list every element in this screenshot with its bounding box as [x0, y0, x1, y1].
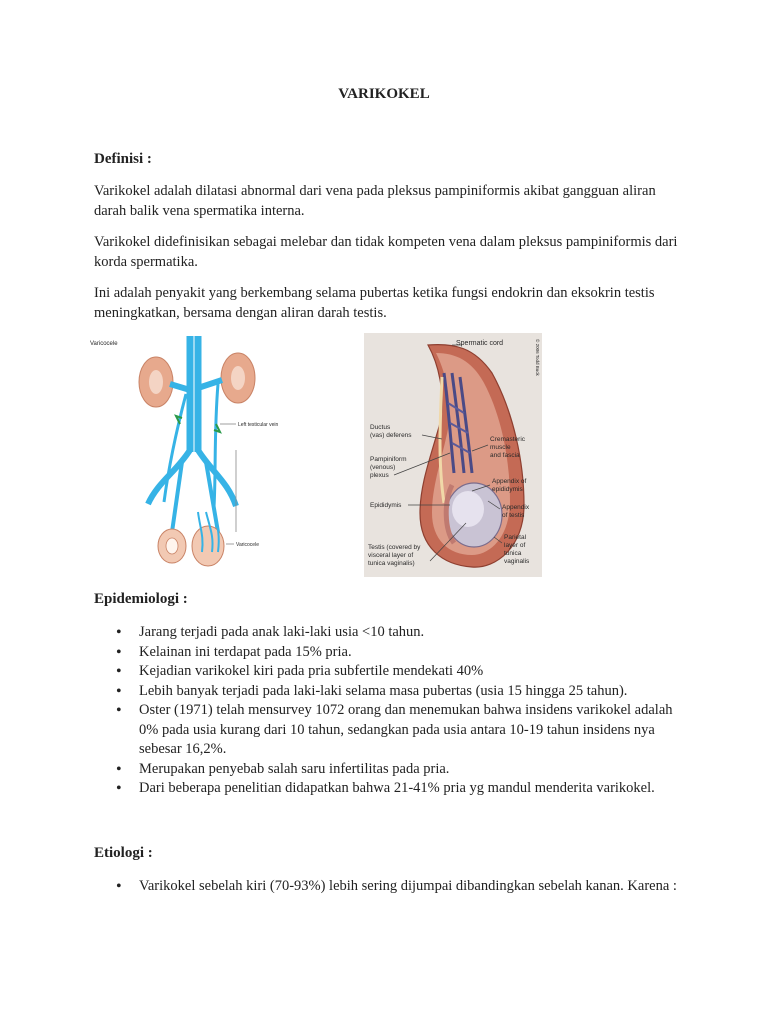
label-pamp-2: (venous) [370, 464, 396, 471]
definisi-paragraph-1: Varikokel adalah dilatasi abnormal dari vena pada pleksus pampiniformis akibat gangguan aliran darah balik vena spermatika interna. [94, 183, 656, 219]
figure-copyright: © 2006 Todd Buck [535, 339, 540, 376]
label-ductus-2: (vas) deferens [370, 432, 412, 439]
label-crem-1: Cremasteric [490, 436, 526, 443]
list-item: • Oster (1971) telah mensurvey 1072 orang dan menemukan bahwa insidens varikokel adalah 0% pada usia kurang dari 10 tahun, sedangkan pada usia antara 10-19 tahun insidens nya sebesar 16,2%. [94, 701, 684, 760]
testis-anatomy-figure [364, 333, 542, 577]
epidemiologi-heading: Epidemiologi : [94, 591, 188, 607]
label-pamp-3: plexus [370, 472, 389, 479]
etiologi-heading: Etiologi : [94, 845, 153, 861]
label-ductus-1: Ductus [370, 424, 391, 431]
right-testicular-vein [164, 394, 186, 502]
label-testis-3: tunica vaginalis) [368, 560, 415, 567]
figure-left-vein-label: Left testicular vein [238, 422, 279, 428]
etiologi-list [94, 877, 684, 897]
left-kidney-pelvis [231, 366, 245, 390]
definisi-paragraph-2: Varikokel didefinisikan sebagai melebar dan tidak kompeten vena dalam pleksus pampiniformis dari korda spermatika. [94, 234, 678, 270]
document-title: VARIKOKEL [338, 86, 430, 102]
list-item: • Kejadian varikokel kiri pada pria subfertile mendekati 40% [94, 662, 684, 682]
label-app-epi-2: epididymis [492, 486, 523, 493]
label-app-test-2: of testis [502, 512, 525, 519]
label-crem-2: muscle [490, 444, 511, 451]
label-parietal-3: tunica [504, 550, 522, 557]
label-testis-1: Testis (covered by [368, 544, 421, 551]
figure-left-varicocele-label: Varicocele [236, 542, 259, 548]
label-testis-2: visceral layer of [368, 552, 414, 559]
list-item: • Merupakan penyebab salah saru infertilitas pada pria. [94, 760, 684, 780]
list-item: • Jarang terjadi pada anak laki-laki usia <10 tahun. [94, 623, 684, 643]
testis-highlight [452, 491, 484, 527]
list-item: • Kelainan ini terdapat pada 15% pria. [94, 643, 684, 663]
testis-anatomy-drawing [364, 333, 542, 577]
label-epididymis: Epididymis [370, 502, 402, 509]
label-crem-3: and fascia [490, 452, 520, 459]
vena-cava [190, 336, 198, 452]
list-item: • Dari beberapa penelitian didapatkan bahwa 21-41% pria yg mandul menderita varikokel. [94, 779, 684, 799]
label-parietal-2: layer of [504, 542, 526, 549]
label-pamp-1: Pampiniform [370, 456, 407, 463]
definisi-paragraph-3: Ini adalah penyakit yang berkembang selama pubertas ketika fungsi endokrin dan eksokrin testis meningkatkan, bersama dengan aliran darah testis. [94, 285, 655, 321]
epidemiologi-list [94, 623, 684, 799]
list-item: • Varikokel sebelah kiri (70-93%) lebih sering dijumpai dibandingkan sebelah kanan. Karena : [94, 877, 684, 897]
label-app-epi-1: Appendix of [492, 478, 527, 485]
list-item: • Lebih banyak terjadi pada laki-laki selama masa pubertas (usia 15 hingga 25 tahun). [94, 682, 684, 702]
right-kidney-pelvis [149, 370, 163, 394]
right-testis-inner [166, 538, 178, 554]
label-spermatic-cord: Spermatic cord [456, 340, 504, 347]
lower-branches [172, 462, 218, 532]
figure-left-title: Varicocele [90, 341, 118, 347]
varicocele-anatomy-figure [86, 332, 282, 576]
label-app-test-1: Appendix [502, 504, 530, 511]
label-parietal-4: vaginalis [504, 558, 530, 565]
varicocele-anatomy-drawing [86, 332, 282, 576]
iliac-veins [148, 450, 236, 506]
flow-arrow-right [176, 416, 182, 424]
label-parietal-1: Parietal [504, 534, 527, 541]
definisi-heading: Definisi : [94, 151, 152, 167]
left-testicular-vein [214, 384, 218, 507]
